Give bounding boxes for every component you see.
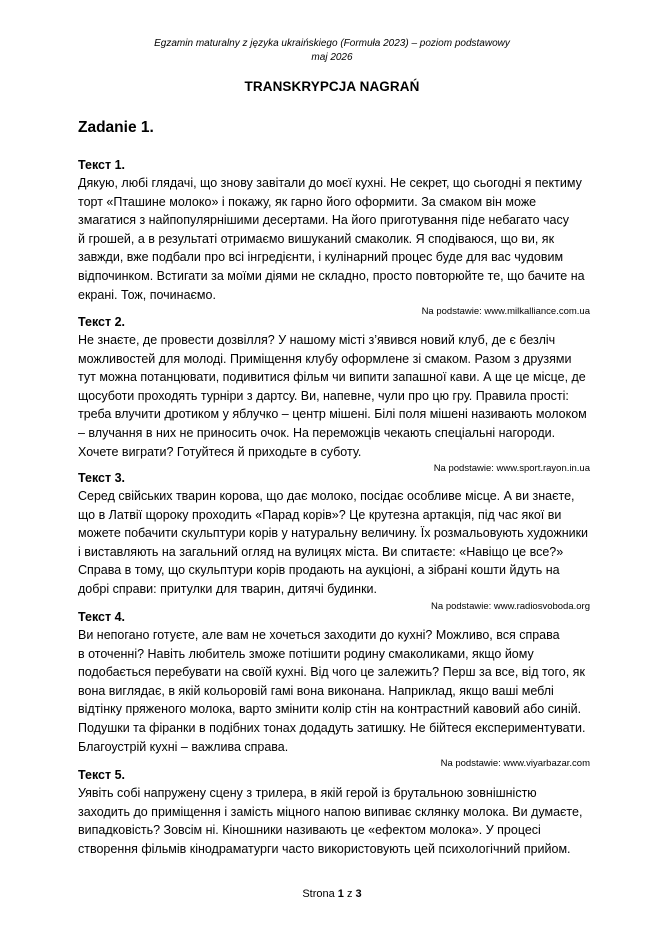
text-body	[78, 174, 590, 304]
text-line: екрані. Тож, починаємо.	[78, 287, 216, 302]
text-line: треба влучити дротиком у яблучко – центр мішені. Білі поля мішені називають молоком	[78, 407, 587, 422]
text-line: Серед свійських тварин корова, що дає молоко, посідає особливе місце. А ви знаєте,	[78, 489, 575, 503]
page-footer	[0, 888, 664, 900]
footer-current-page: 1	[337, 888, 344, 900]
text-heading: Текст 1.	[78, 158, 126, 172]
text-line: створення фільмів кінодраматурги часто використовують цей психологічний прийом.	[78, 841, 571, 856]
text-line: що в Латвії щороку проходить «Парад корів»? Це крутезна артакція, під час якої ви	[78, 507, 562, 522]
text-line: випадковість? Зовсім ні. Кіношники називають це «ефектом молока». У процесі	[78, 823, 541, 838]
text-line: відтінку пряженого молока, варто змінити колір стін на контрастний кавовий або синій.	[78, 702, 582, 717]
text-line: тут можна потанцювати, подивитися фільм чи випити запашної кави. А ще це місце, де	[78, 370, 586, 385]
text-line: змагатися з найпопулярнішими десертами. На його приготування піде небагато часу	[78, 213, 569, 228]
text-body	[78, 487, 590, 599]
source-citation: Na podstawie: www.radiosvoboda.org	[431, 600, 590, 612]
footer-total-pages: 3	[355, 888, 362, 900]
footer-prefix: Strona	[302, 888, 335, 900]
text-line: відпочинком. Встигати за моїми діями не складно, просто повторюйте те, що бачите на	[78, 268, 585, 283]
source-citation: Na podstawie: www.viyarbazar.com	[440, 758, 590, 770]
text-line: Благоустрій кухні – важлива справа.	[78, 739, 289, 754]
text-line: Не знаєте, де провести дозвілля? У нашому місті з’явився новий клуб, де є безліч	[78, 333, 556, 347]
text-line: завжди, вже подбали про всі інгредієнти, і кулінарний процес буде для вас чудовим	[78, 250, 564, 265]
exam-header-line1: Egzamin maturalny z języka ukraińskiego (Formuła 2023) – poziom podstawowy	[154, 38, 510, 49]
text-block-2	[78, 313, 590, 476]
source-citation: Na podstawie: www.sport.rayon.in.ua	[433, 463, 590, 475]
text-line: в оточенні? Навіть любитель зможе потішити родину смаколиками, якщо йому	[78, 646, 534, 661]
text-line: і виставляють на загальний огляд на вулицях міста. Ви спитаєте: «Навіщо це все?»	[78, 544, 564, 559]
text-heading: Текст 4.	[78, 610, 126, 624]
text-line: й грошей, а в результаті отримаємо вишуканий смаколик. Я сподіваюся, що ви, як	[78, 231, 555, 246]
text-body	[78, 784, 590, 858]
text-line: подобається перебувати на своїй кухні. Від чого це залежить? Перш за все, від того, як	[78, 665, 585, 680]
text-line: вона виглядає, в якій кольоровій гамі вона виконана. Наприклад, якщо ваші меблі	[78, 683, 554, 698]
text-line: Подушки та фіранки в подібних тонах додадуть затишку. Не бійтеся експериментувати.	[78, 720, 586, 735]
text-line: Уявіть собі напружену сцену з трилера, в якій герой із брутальною зовнішністю	[78, 786, 537, 800]
text-block-5	[78, 766, 590, 858]
footer-separator: z	[346, 888, 353, 900]
text-line: Справа в тому, що скульптури корів продають на аукціоні, а зібрані кошти йдуть на	[78, 563, 560, 578]
text-heading: Текст 3.	[78, 471, 126, 485]
text-line: – влучання в них не приносить очок. На переможців чекають спеціальні нагороди.	[78, 425, 556, 440]
text-line: можливостей для молоді. Приміщення клубу оформлене зі смаком. Разом з друзями	[78, 351, 572, 366]
exam-header	[0, 37, 664, 65]
text-block-4	[78, 608, 590, 771]
text-line: Хочете виграти? Готуйтеся й приходьте в суботу.	[78, 444, 362, 459]
text-line: торт «Пташине молоко» і покажу, як гарно його оформити. За смаком він може	[78, 194, 537, 209]
text-block-3	[78, 469, 590, 614]
text-line: можете побачити скульптури корів у натуральну величину. Їх розмальовують художники	[78, 526, 589, 541]
text-heading: Текст 2.	[78, 315, 126, 329]
text-block-1	[78, 156, 590, 319]
page-title: TRANSKRYPCJA NAGRAŃ	[244, 79, 420, 94]
task-title: Zadanie 1.	[78, 119, 154, 136]
text-line: Дякую, любі глядачі, що знову завітали до моєї кухні. Не секрет, що сьогодні я пектиму	[78, 176, 582, 190]
text-line: добрі справи: притулки для тварин, дитячі будинки.	[78, 581, 378, 596]
text-line: заходить до приміщення і замість міцного напою випиває склянку молока. Ви думаєте,	[78, 804, 583, 819]
exam-header-line2: maj 2026	[311, 52, 353, 63]
source-citation: Na podstawie: www.milkalliance.com.ua	[421, 306, 590, 318]
text-line: Ви непогано готуєте, але вам не хочеться заходити до кухні? Можливо, вся справа	[78, 628, 560, 642]
text-line: щосуботи проходять турніри з дартсу. Ви, напевне, чули про цю гру. Правила прості:	[78, 388, 569, 403]
text-body	[78, 626, 590, 756]
text-heading: Текст 5.	[78, 768, 126, 782]
text-body	[78, 331, 590, 461]
